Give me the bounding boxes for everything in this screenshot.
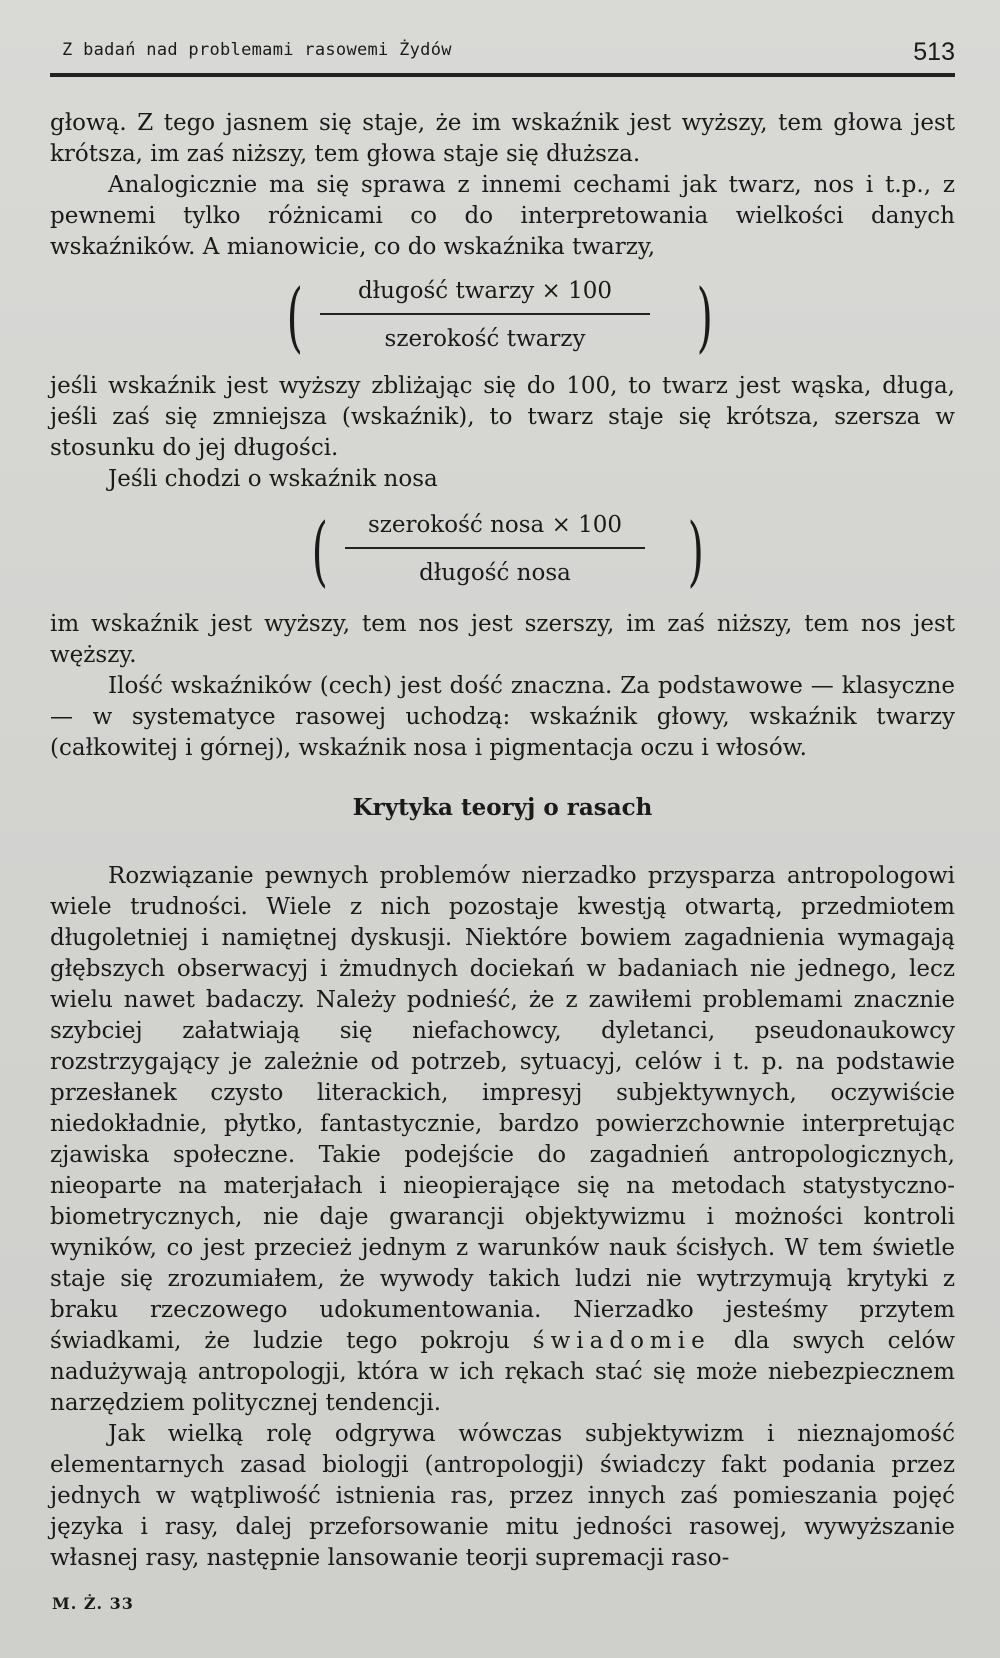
paragraph-7 <box>50 861 955 1419</box>
section-heading: Krytyka teoryj o rasach <box>352 794 653 821</box>
fraction <box>320 273 650 357</box>
paragraph-5: im wskaźnik jest wyższy, tem nos jest szerszy, im zaś niższy, tem nos jest węższy. <box>50 611 955 668</box>
header-rule <box>50 73 955 77</box>
fraction-denominator: szerokość twarzy <box>384 326 586 352</box>
left-paren: ( <box>311 506 328 595</box>
paragraph-8: Jak wielką rolę odgrywa wówczas subjektywizm i nieznajomość elementarnych zasad biologji (antropologji) świadczy fakt podania przez jednych w wątpliwość istnienia ras, przez innych zaś pomieszania pojęć języka i rasy, dalej przeforsowanie mitu jedności rasowej, wywyższanie własnej rasy, następnie lansowanie teorji supremacji raso- <box>50 1421 955 1571</box>
running-title: Z badań nad problemami rasowemi Żydów <box>62 40 452 60</box>
printer-signature: M. Ż. 33 <box>52 1594 134 1613</box>
fraction-numerator: szerokość nosa × 100 <box>367 512 623 538</box>
spaced-word: świadomie <box>532 1328 711 1354</box>
right-paren: ) <box>688 506 705 595</box>
paragraph-1: głową. Z tego jasnem się staje, że im wskaźnik jest wyższy, tem głowa jest krótsza, im zaś niższy, tem głowa staje się dłuższa. <box>50 110 955 167</box>
left-paren: ( <box>286 272 303 361</box>
paragraph-4: Jeśli chodzi o wskaźnik nosa <box>108 466 438 492</box>
fraction-numerator: długość twarzy × 100 <box>357 278 613 304</box>
paragraph-6: Ilość wskaźników (cech) jest dość znaczna. Za podstawowe — klasyczne — w systematyce rasowej uchodzą: wskaźnik głowy, wskaźnik twarzy (całkowitej i górnej), wskaźnik nosa i pigmentacja oczu i włosów. <box>50 673 955 761</box>
fraction <box>345 507 645 591</box>
paragraph-7-continuation: dla swych celów nadużywają antropologji, która w ich rękach stać się może niebezpiecznem narzędziem politycznej tendencji. <box>50 1328 956 1416</box>
fraction-denominator: długość nosa <box>419 560 571 586</box>
body-text <box>50 108 955 1574</box>
page-number: 513 <box>913 38 955 66</box>
page-header <box>50 28 955 83</box>
paragraph-3: jeśli wskaźnik jest wyższy zbliżając się do 100, to twarz jest wąska, długa, jeśli zaś się zmniejsza (wskaźnik), to twarz staje się krótsza, szersza w stosunku do jej długości. <box>50 373 955 461</box>
formula-face-index <box>286 267 730 371</box>
paragraph-2: Analogicznie ma się sprawa z innemi cechami jak twarz, nos i t.p., z pewnemi tylko różnicami co do interpretowania wielkości danych wskaźników. A mianowicie, co do wskaźnika twarzy, <box>50 172 955 260</box>
paragraph-7-text: Rozwiązanie pewnych problemów nierzadko przysparza antropologowi wiele trudności. Wiele z nich pozostaje kwestją otwartą, przedmiotem długoletniej i namiętnej dyskusji. Niektóre bowiem zagadnienia wymagają głębszych obserwacyj i żmudnych dociekań w badaniach nie jednego, lecz wielu nawet badaczy. Należy podnieść, że z zawiłemi problemami znacznie szybciej załatwiają się niefachowcy, dyletanci, pseudonaukowcy rozstrzygający je zależnie od potrzeb, sytuacyj, celów i t. p. na podstawie przesłanek czysto literackich, impresyj subjektywnych, oczywiście niedokładnie, płytko, fantastycznie, bardzo powierzchownie interpretując zjawiska społeczne. Takie podejście do zagadnień antropologicznych, nieoparte na materjałach i nieopierające się na metodach statystyczno-biometrycznych, nie daje gwarancji objektywizmu i możności kontroli wyników, co jest przecież jednym z warunków nauk ścisłych. W tem świetle staje się zrozumiałem, że wywody takich ludzi nie wytrzymują krytyki z braku rzeczowego udokumentowania. Nierzadko jesteśmy przytem świadkami, że ludzie tego pokroju <box>50 863 955 1354</box>
fraction-bar <box>320 313 650 315</box>
fraction-bar <box>345 547 645 549</box>
right-paren: ) <box>697 272 714 361</box>
formula-nose-index <box>311 501 755 609</box>
